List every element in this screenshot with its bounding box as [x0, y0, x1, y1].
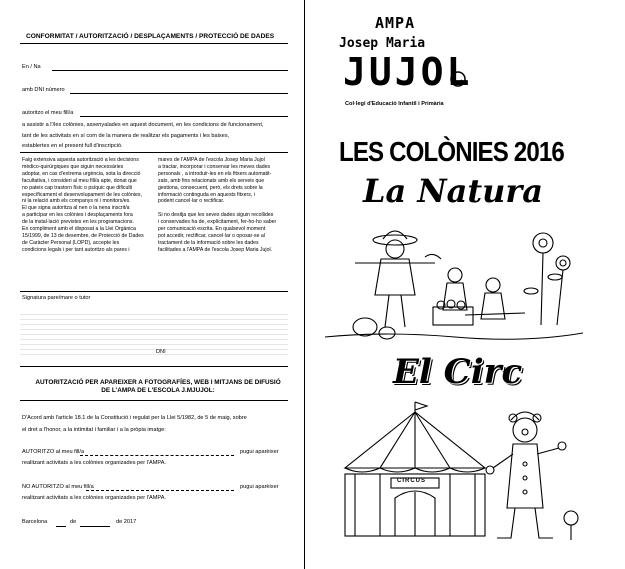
logo-name-text: Josep Maria — [339, 36, 426, 51]
autoritzo-suffix: pugui aparèixer — [240, 449, 279, 455]
autoritzo-name-field[interactable] — [80, 455, 234, 456]
sunflower-icon — [524, 233, 570, 325]
logo-ampa-text: AMPA — [375, 14, 416, 32]
balloon-icon — [564, 511, 578, 540]
clown-icon — [486, 412, 566, 538]
section1-title: CONFORMITAT / AUTORITZACIÓ / DESPLAÇAMENTS / PROTECCIÓ DE DADES — [26, 33, 275, 40]
legal-column-1: Faig extensiva aquesta autorització a les decisions mèdico-quirúrgiques que siguin necessàries adoptar, en cas d'extrema urgència, sota la direcció facultativa, i consideri al meu fill/a apte, donat que no pateix cap trastorn físic o psíquic que dificulti específicament el desenvolupament de les colònies, ni la relació amb els companys ni i monitors/es. El que signa autoritza al nen o la nena inscrit/a a participar en les colònies i desplaçaments fora de la instal·lació previstes en les programacions. En compliment amb el disposat a la Llei Orgànica 15/1999, de 13 de desembre, de Protecció de Dades de Caràcter Personal (LOPD), accepte les condicions legals i per tant autoritzo als pares i — [22, 157, 144, 253]
dni-field-label: amb DNI número — [22, 87, 65, 93]
nature-illustration — [325, 215, 583, 350]
no-autoritzo-label: NO AUTORITZO al meu fill/a — [22, 484, 94, 490]
right-page — [305, 0, 625, 569]
main-title: LES COLÒNIES 2016 — [339, 136, 564, 167]
signature-box[interactable] — [20, 310, 288, 356]
no-autoritzo-name-field[interactable] — [86, 490, 234, 491]
date-day-field[interactable] — [56, 526, 66, 527]
left-page — [0, 0, 304, 569]
logo-surname-text: JUJOL — [343, 50, 473, 94]
name-field[interactable] — [52, 70, 288, 71]
date-de1: de — [70, 519, 77, 525]
tent-sign: CIRCUS — [397, 478, 427, 484]
logo-smile-icon — [449, 70, 467, 93]
section2-title: AUTORITZACIÓ PER APAREIXER A FOTOGRAFÍES, WEB I MITJANS DE DIFUSIÓ DE L'AMPA DE L'ESCOLA J.MJUJOL: — [35, 379, 281, 395]
child-field-label: autoritzo el meu fill/a — [22, 110, 74, 116]
children-icon — [443, 268, 525, 319]
child-field[interactable] — [80, 116, 288, 117]
vegetable-crate-icon — [433, 300, 473, 325]
circus-tent-icon — [345, 402, 485, 536]
pumpkin-icon — [353, 318, 395, 339]
legal-text: D'Acord amb l'article 18.1 de la Constitució i regulat per la Llei 5/1982, de 5 de maig, sobre el dret a l'honor, a la intimitat i familiar i a la pròpia imatge: — [22, 415, 247, 433]
no-autoritzo-line2: realitzant activitats a les colònies organizades per l'AMPA. — [22, 495, 166, 501]
date-month-field[interactable] — [80, 526, 110, 527]
theme-title-circ: El Circ — [393, 352, 523, 392]
date-city: Barcelona — [22, 519, 48, 525]
logo-subtitle: Col·legi d'Educació Infantil i Primària — [345, 101, 444, 107]
ampa-logo — [335, 12, 495, 112]
autoritzo-line2: realitzant activitats a les colònies organizades per l'AMPA. — [22, 460, 166, 466]
no-autoritzo-suffix: pugui aparèixer — [240, 484, 279, 490]
dni-field[interactable] — [70, 93, 288, 94]
signature-label: Signatura pare/mare o tutor — [22, 295, 91, 301]
legal-column-2: mares de l'AMPA de l'escola Josep Maria Jujol a tractar, incorporar i conservar les meves dades personals , a introduir-les en els fitxers automatit- zats, amb fins relacionats amb els serveis que gestiona, consecuent, però, els drets sobre la informació continguda en aquests fitxers, i podent cancel·lar o rectificar. Si no desitja que les seves dades siguin recollides i conservades ha de, explícitament, fer-ho-ho saber per comunicació escrita. En qualsevol moment pot accedir, rectificar, cancel·lar o oposar-se al tractament de la informació sobre les dades facilitades a l'AMPA de l'escola Josep Maria Jujol. — [158, 157, 277, 253]
scarecrow-icon — [355, 231, 441, 327]
dni-signature-label: DNI — [156, 349, 166, 355]
theme-title-natura: La Natura — [363, 172, 543, 210]
date-de2: de 2017 — [116, 519, 137, 525]
autoritzo-label: AUTORITZO al meu fill/a — [22, 449, 85, 455]
circus-illustration — [335, 398, 585, 553]
name-field-label: En / Na — [22, 64, 41, 70]
consent-text: a assistir a l'/les colònies, assenyalades en aquest document, en les condicions de funcionament, tant de les activitats en sí com de la manera de realitzar els pagaments i les baixes, establertes en el present full d'inscripció. — [22, 122, 264, 149]
